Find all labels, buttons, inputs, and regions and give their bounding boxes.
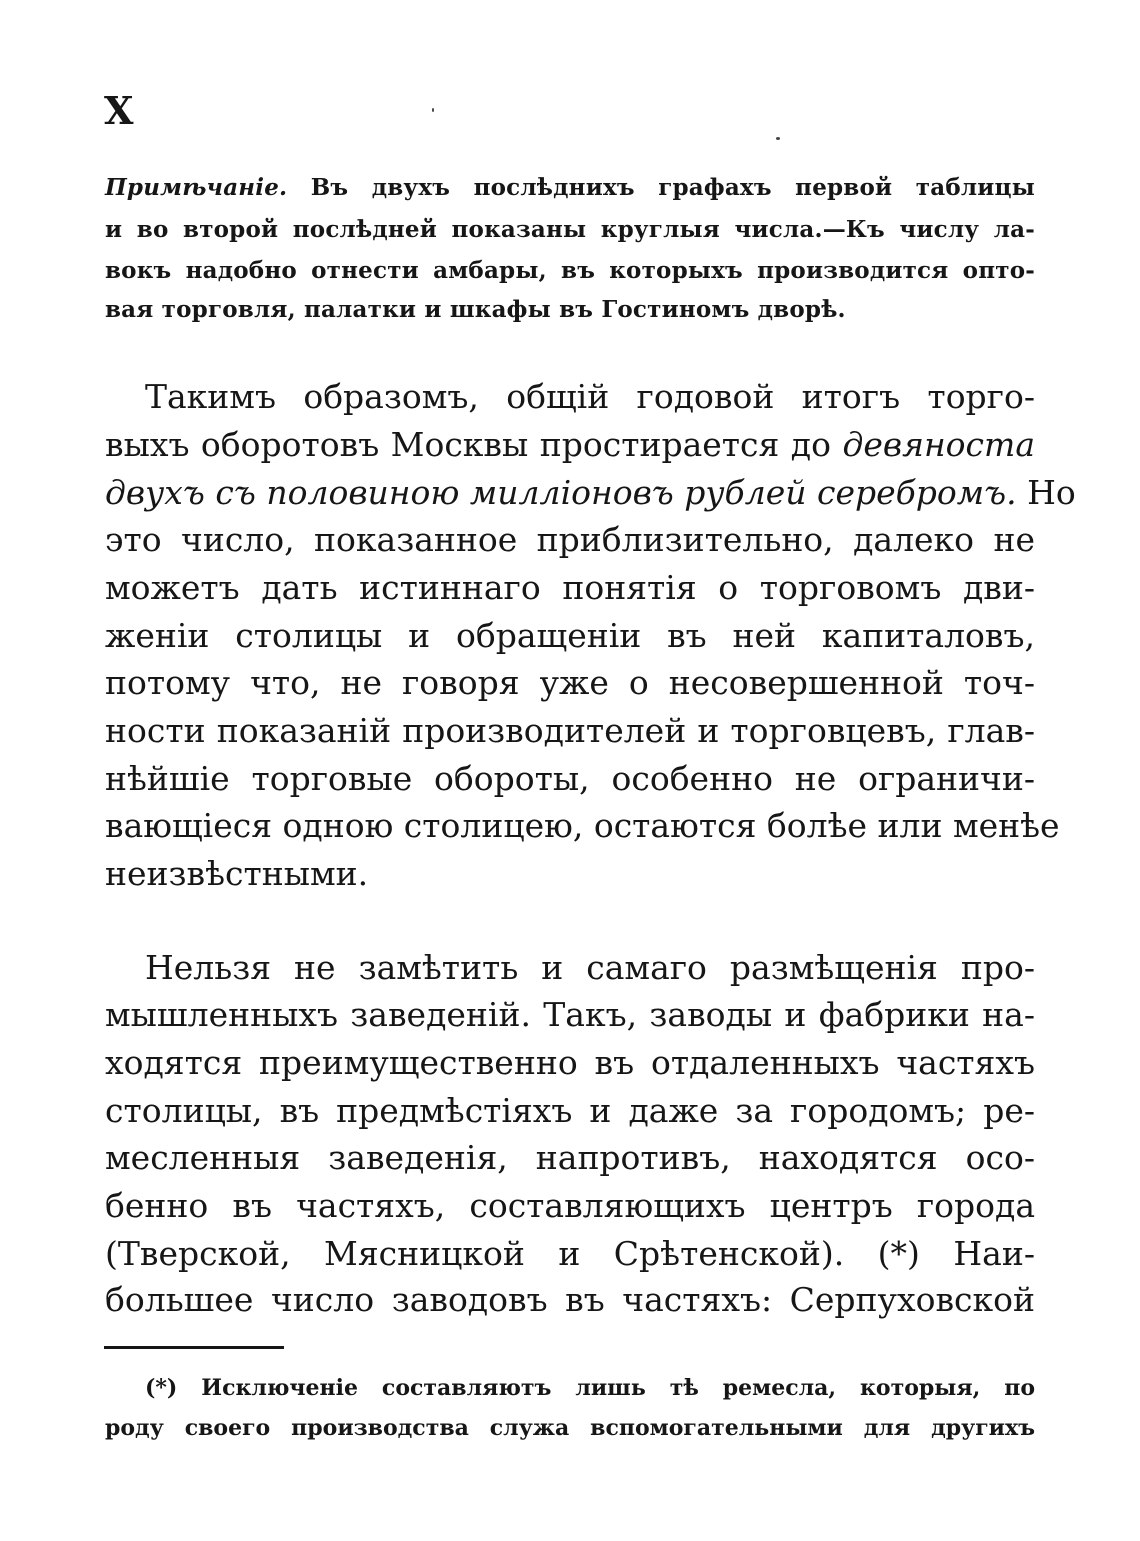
page-number: X bbox=[104, 88, 134, 133]
scan-speck bbox=[776, 137, 780, 140]
paragraph-line: вающіеся одною столицею, остаются болѣе или менѣе bbox=[105, 806, 1060, 845]
paragraph-line: это число, показанное приблизительно, далеко не bbox=[105, 520, 1035, 559]
emphasis-text: девяноста bbox=[842, 425, 1035, 464]
note-lead: Примѣчаніе. bbox=[105, 174, 288, 201]
scan-speck bbox=[432, 108, 434, 112]
paragraph-line: большее число заводовъ въ частяхъ: Серпуховской bbox=[105, 1280, 1035, 1319]
paragraph-line: можетъ дать истиннаго понятія о торговомъ дви- bbox=[105, 568, 1035, 607]
paragraph-line: ходятся преимущественно въ отдаленныхъ частяхъ bbox=[105, 1043, 1035, 1082]
paragraph-line: мышленныхъ заведеній. Такъ, заводы и фабрики на- bbox=[105, 995, 1035, 1034]
paragraph-line: неизвѣстными. bbox=[105, 854, 369, 893]
footnote-line: (*) Исключеніе составляютъ лишь тѣ ремесла, которыя, по bbox=[145, 1375, 1035, 1401]
note-line-2: и во второй послѣдней показаны круглыя числа.—Къ числу ла- bbox=[105, 216, 1035, 243]
paragraph-line: Нельзя не замѣтить и самаго размѣщенія про- bbox=[145, 948, 1035, 987]
paragraph-line: выхъ оборотовъ Москвы простирается до девяноста bbox=[105, 425, 1035, 464]
paragraph-line: ности показаній производителей и торговцевъ, глав- bbox=[105, 711, 1035, 750]
paragraph-line: бенно въ частяхъ, составляющихъ центръ города bbox=[105, 1186, 1035, 1225]
note-line-3: вокъ надобно отнести амбары, въ которыхъ производится опто- bbox=[105, 257, 1035, 284]
paragraph-line: двухъ съ половиною милліоновъ рублей серебромъ. Но bbox=[105, 473, 1076, 512]
paragraph-line: (Тверской, Мясницкой и Срѣтенской). (*) Наи- bbox=[105, 1234, 1035, 1273]
footnote-divider bbox=[104, 1346, 284, 1349]
paragraph-line: женіи столицы и обращеніи въ ней капиталовъ, bbox=[105, 616, 1035, 655]
footnote-line: роду своего производства служа вспомогательными для другихъ bbox=[105, 1415, 1035, 1441]
paragraph-line: нѣйшіе торговые обороты, особенно не ограничи- bbox=[105, 759, 1035, 798]
note-line-1: Примѣчаніе. Въ двухъ послѣднихъ графахъ первой таблицы bbox=[105, 174, 1035, 201]
paragraph-line: Такимъ образомъ, общій годовой итогъ торго- bbox=[145, 377, 1035, 416]
emphasis-text: двухъ съ половиною милліоновъ рублей серебромъ. bbox=[105, 473, 1017, 512]
paragraph-line: потому что, не говоря уже о несовершенной точ- bbox=[105, 663, 1035, 702]
note-line-4: вая торговля, палатки и шкафы въ Гостиномъ дворѣ. bbox=[105, 296, 846, 323]
paragraph-line: столицы, въ предмѣстіяхъ и даже за городомъ; ре- bbox=[105, 1091, 1035, 1130]
paragraph-line: месленныя заведенія, напротивъ, находятся осо- bbox=[105, 1138, 1035, 1177]
